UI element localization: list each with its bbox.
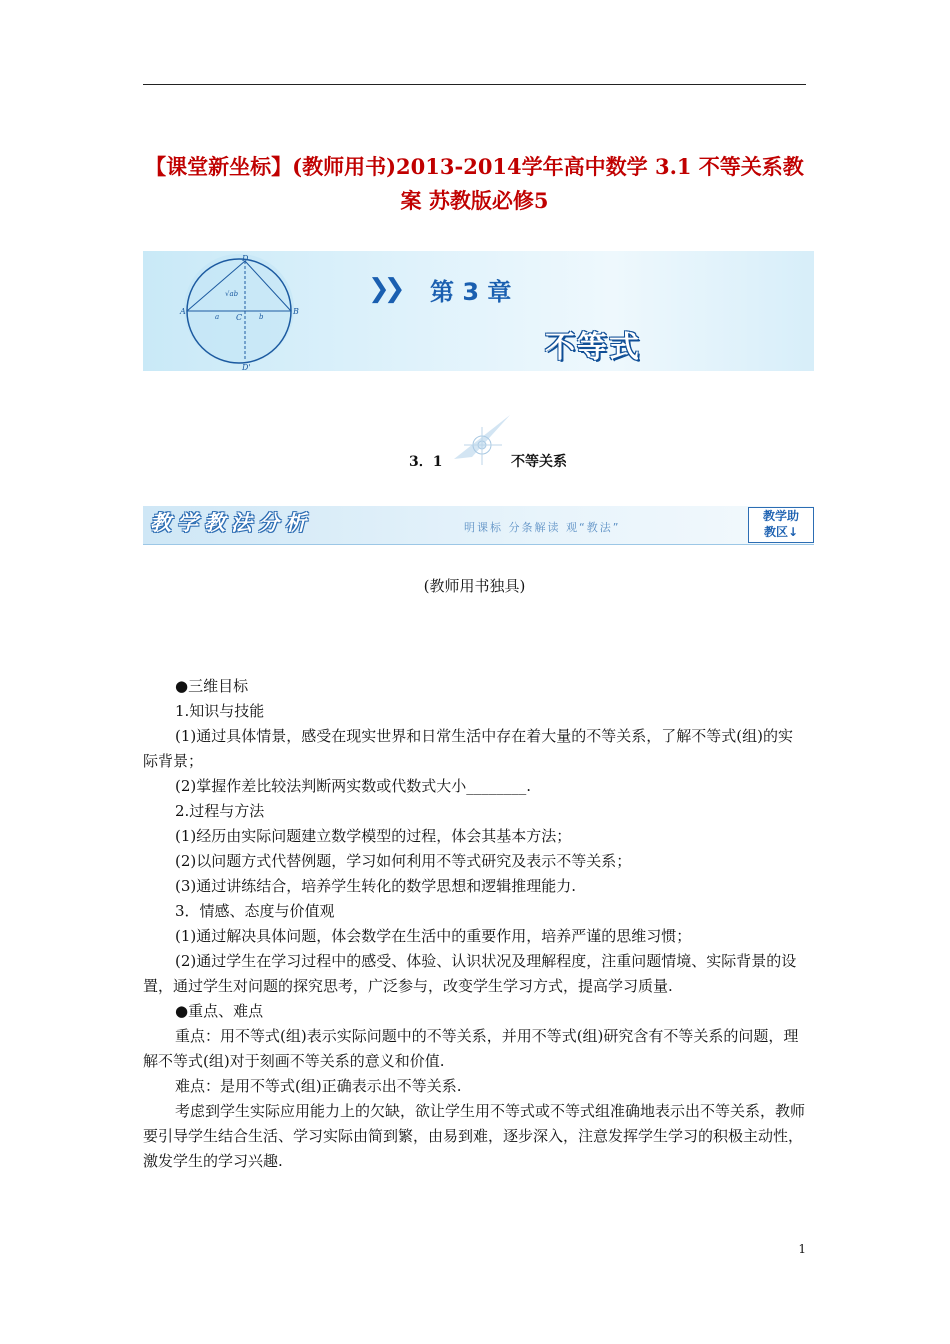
teacher-only-note: (教师用书独具)	[423, 577, 526, 595]
method-bar-title: 教学教法分析	[150, 510, 312, 535]
teaching-aid-box	[748, 507, 814, 543]
page-number: 1	[798, 1242, 806, 1256]
double-chevron-icon: ❯❯	[368, 274, 400, 304]
paragraph: (1)通过具体情景，感受在现实世界和日常生活中存在着大量的不等关系，了解不等式(组)的实际背景；	[143, 727, 793, 770]
paragraph-difficulty: 难点：是用不等式(组)正确表示出不等关系.	[175, 1077, 462, 1095]
paragraph: (1)通过解决具体问题，体会数学在生活中的重要作用，培养严谨的思维习惯；	[175, 927, 692, 945]
paragraph: (2)通过学生在学习过程中的感受、体验、认识状况及理解程度，注重问题情境、实际背景的设置，通过学生对问题的探究思考，广泛参与，改变学生学习方式，提高学习质量.	[143, 952, 797, 995]
subheading-knowledge: 1.知识与技能	[175, 702, 265, 720]
subheading-process: 2.过程与方法	[175, 802, 265, 820]
document-title-line1: 【课堂新坐标】(教师用书)2013-2014学年高中数学 3.1 不等关系教	[145, 154, 804, 179]
subheading-emotion: 3．情感、态度与价值观	[175, 902, 335, 920]
teaching-aid-line2: 教区↓	[763, 525, 799, 539]
chapter-name: 不等式	[545, 330, 641, 365]
paragraph: (3)通过讲练结合，培养学生转化的数学思想和逻辑推理能力.	[175, 877, 577, 895]
diagram-label-a: a	[215, 313, 220, 321]
diagram-label-sqrt: √ab	[225, 290, 239, 298]
diagram-label-b-point: B	[293, 307, 299, 316]
paragraph: (2)掌握作差比较法判断两实数或代数式大小________.	[175, 777, 532, 795]
heading-key-points: ●重点、难点	[175, 1002, 264, 1020]
header-rule	[143, 84, 806, 85]
heading-three-dim-goals: ●三维目标	[175, 677, 249, 695]
target-decoration-icon	[450, 413, 514, 469]
document-body	[143, 674, 806, 1174]
chapter-banner	[143, 251, 814, 371]
diagram-label-d: D	[242, 254, 249, 263]
diagram-label-b: b	[259, 313, 264, 321]
chapter-number: 第 3 章	[430, 278, 512, 306]
diagram-label-a-point: A	[180, 307, 186, 316]
paragraph: (2)以问题方式代替例题，学习如何利用不等式研究及表示不等关系；	[175, 852, 632, 870]
diagram-label-d-prime: D'	[242, 363, 251, 371]
paragraph-key-point: 重点：用不等式(组)表示实际问题中的不等关系，并用不等式(组)研究含有不等关系的问题，理解不等式(组)对于刻画不等关系的意义和价值.	[143, 1027, 799, 1070]
circle-diagram-illustration	[143, 251, 814, 371]
paragraph: (1)经历由实际问题建立数学模型的过程，体会其基本方法；	[175, 827, 572, 845]
section-title: 不等关系	[511, 454, 567, 470]
teaching-aid-line1: 教学助	[762, 509, 799, 523]
document-title-line2: 案 苏教版必修5	[400, 188, 549, 213]
section-number: 3．1	[409, 454, 443, 470]
method-bar-subtitle: 明课标 分条解读 观“教法”	[464, 521, 621, 534]
paragraph: 考虑到学生实际应用能力上的欠缺，欲让学生用不等式或不等式组准确地表示出不等关系，教师要引导学生结合生活、学习实际由简到繁，由易到难，逐步深入，注意发挥学生学习的积极主动性，激发学生的学习兴趣.	[143, 1102, 806, 1170]
diagram-label-c: C	[236, 313, 243, 322]
